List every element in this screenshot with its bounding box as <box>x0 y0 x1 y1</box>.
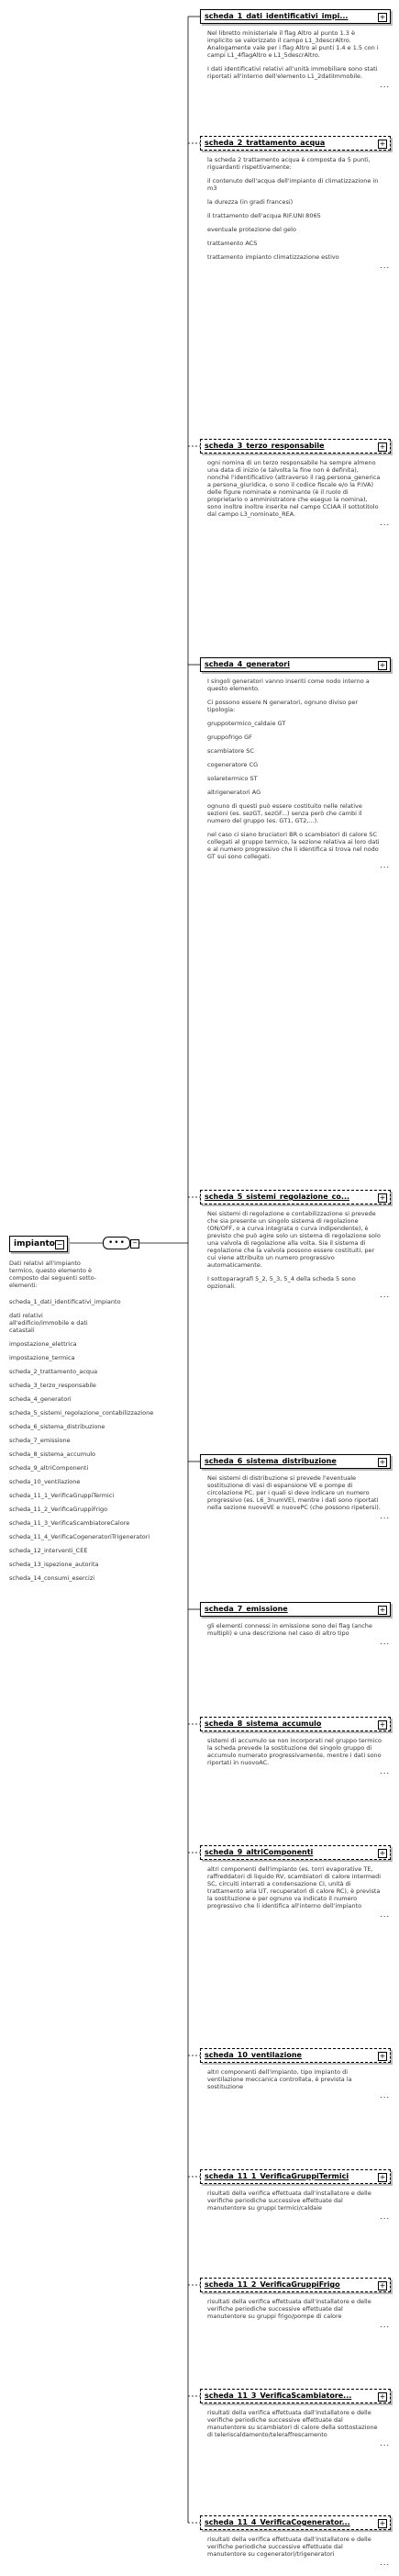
root-annotation-item: scheda_4_generatori <box>9 1395 72 1403</box>
element-s11_3[interactable] <box>200 2389 391 2403</box>
annotation-text: ognuno di questi può essere costituito nelle relative sezioni (es. sezGT, sezGF...) senza però che cambi il numero del gruppo (es. GT1, GT2,...). <box>207 802 362 824</box>
root-annotation-item: scheda_14_consumi_esercizi <box>9 1574 95 1582</box>
root-annotation-item: scheda_7_emissione <box>9 1437 71 1444</box>
root-element-impianto[interactable] <box>9 1236 68 1252</box>
expand-icon[interactable]: + <box>379 1458 386 1466</box>
root-element-label: impianto <box>14 1239 55 1249</box>
root-annotation-item: scheda_10_ventilazione <box>9 1478 81 1485</box>
annotation-text: risultati della verifica effettuata dall'installatore e delle verifiche periodiche successive effettuate dal manutentore su scambiatori di calore della sottostazione di teleriscaldamento/teleraffrescamento <box>207 2409 378 2438</box>
element-s8[interactable] <box>200 1717 391 1731</box>
element-s11_4[interactable] <box>200 2515 391 2530</box>
annotation-text: scambiatore SC <box>207 747 254 755</box>
root-annotation-item: scheda_6_sistema_distribuzione <box>9 1423 105 1430</box>
annotation-ellipsis: ... <box>380 519 390 527</box>
element-name: scheda_6_sistema_distribuzione <box>205 1457 337 1465</box>
element-s1[interactable] <box>200 9 391 24</box>
annotation-text: risultati della verifica effettuata dall'installatore e delle verifiche periodiche successive effettuate dal manutentore su cogeneratori/trigeneratori <box>207 2536 371 2558</box>
root-annotation-item: scheda_2_trattamento_acqua <box>9 1368 98 1375</box>
element-name: scheda_7_emissione <box>205 1605 288 1613</box>
element-name: scheda_11_2_VerificaGruppiFrigo <box>205 2280 340 2289</box>
expand-icon[interactable]: + <box>379 2281 386 2290</box>
element-annotation <box>207 1210 382 1296</box>
root-annotation-item: impostazione_termica <box>9 1354 75 1361</box>
root-annotation-item: impostazione_elettrica <box>9 1340 77 1348</box>
expand-icon[interactable]: + <box>379 442 386 451</box>
collapse-icon[interactable]: − <box>130 1239 139 1249</box>
expand-icon[interactable]: + <box>379 1849 386 1857</box>
element-name: scheda_1_dati_identificativi_impi... <box>205 12 349 20</box>
annotation-text: gli elementi connessi in emissione sono dei flag (anche multipli) e una descrizione nel caso di altro tipo <box>207 1622 372 1637</box>
expand-icon[interactable]: + <box>379 1606 386 1614</box>
expand-icon[interactable]: + <box>379 2173 386 2181</box>
element-s3[interactable] <box>200 439 391 454</box>
annotation-text: nel caso ci siano bruciatori BR o scambiatori di calore SC collegati al gruppo termico, la sezione relativa ai loro dati e al numero progressivo che li identifica si trova nel nodo GT sui sono collegati. <box>207 831 380 860</box>
element-s11_1[interactable] <box>200 2169 391 2184</box>
annotation-text: I dati identificativi relativi all'unità immobiliare sono stati riportati all'interno dell'elemento L1_2datiImmobile. <box>207 65 378 80</box>
annotation-text: trattamento ACS <box>207 240 258 247</box>
element-annotation <box>207 1865 382 1916</box>
root-annotation-item: scheda_11_4_VerificaCogeneratoriTrigeneratori <box>9 1533 150 1540</box>
annotation-text: Nei sistemi di regolazione e contabilizzazione si prevede che sia presente un singolo sistema di regolazione (ON/OFF, o a curva integrata o curva indipendente), è previsto che può agire solo un sistema di regolazione solo una valvola di regolazione alla volta. Sia il sistema di regolazione che la valvola possono essere costituiti, per cui viene attribuito un numero progressivo automaticamente. <box>207 1210 381 1269</box>
annotation-text: risultati della verifica effettuata dall'installatore e delle verifiche periodiche successive effettuate dal manutentore su gruppi termici/caldaie <box>207 2190 371 2212</box>
annotation-text: eventuale protezione del gelo <box>207 226 296 233</box>
expand-icon[interactable]: + <box>379 1720 386 1729</box>
element-annotation <box>207 1737 382 1773</box>
root-annotation-item: scheda_11_1_VerificaGruppiTermici <box>9 1492 115 1499</box>
element-annotation <box>207 2190 382 2218</box>
expand-icon[interactable]: + <box>379 2392 386 2401</box>
element-annotation <box>207 459 382 524</box>
expand-icon[interactable]: + <box>379 140 386 148</box>
root-annotation-item: scheda_8_sistema_accumulo <box>9 1450 95 1458</box>
root-annotation <box>9 1260 154 1588</box>
element-name: scheda_11_4_VerificaCogenerator... <box>205 2518 350 2526</box>
root-annotation-intro: Dati relativi all'impianto termico, questo elemento è composto dai seguenti sotto-elementi: <box>9 1260 97 1289</box>
element-name: scheda_5_sistemi_regolazione_co... <box>205 1193 350 1201</box>
root-annotation-item: dati relativi all'edificio/immobile e dati catastali <box>9 1312 88 1334</box>
element-annotation <box>207 2068 382 2097</box>
annotation-ellipsis: ... <box>380 861 390 869</box>
element-annotation <box>207 678 382 867</box>
annotation-ellipsis: ... <box>380 262 390 270</box>
annotation-text: ogni nomina di un terzo responsabile ha sempre almeno una data di inizio (e talvolta la fine non è definita), nonché l'identificativo (attraverso il rag.persona_generica a persona_giuridica, o sono il codice fiscale e/o la P.IVA) delle figure nominate e nominante (è il ruolo di proprietario o amministratore che eseguo la nomina), sono inoltre inoltre inserite nel campo CCIAA il sottotitolo dal campo L3_nominato_REA. <box>207 459 381 518</box>
annotation-text: il contenuto dell'acqua dell'impianto di climatizzazione in m3 <box>207 177 379 192</box>
element-s4[interactable] <box>200 657 391 672</box>
element-name: scheda_4_generatori <box>205 660 290 668</box>
element-name: scheda_11_3_VerificaScambiatore... <box>205 2391 352 2400</box>
annotation-text: risultati della verifica effettuata dall'installatore e delle verifiche periodiche successive effettuate dal manutentore su gruppi frigo/pompe di calore <box>207 2298 371 2320</box>
element-name: scheda_2_trattamento_acqua <box>205 139 326 147</box>
annotation-ellipsis: ... <box>380 2559 390 2567</box>
annotation-ellipsis: ... <box>380 2212 390 2221</box>
annotation-ellipsis: ... <box>380 1767 390 1775</box>
element-s2[interactable] <box>200 136 391 151</box>
annotation-text: gruppotermico_caldaie GT <box>207 720 286 727</box>
element-name: scheda_10_ventilazione <box>205 2051 302 2059</box>
annotation-text: cogeneratore CG <box>207 761 259 768</box>
expand-icon[interactable]: + <box>379 2052 386 2060</box>
element-annotation <box>207 29 382 86</box>
expand-icon[interactable]: + <box>379 2519 386 2527</box>
root-annotation-item: scheda_1_dati_identificativi_impianto <box>9 1298 121 1305</box>
expand-icon[interactable]: + <box>379 661 386 669</box>
annotation-text: altri componenti dell'impianto (es. torri evaporative TE, raffreddatori di liquido RV, scambiatori di calore intermedi SC, circuiti interrati a condensazione CI, unità di trattamento aria UT, recuperatori di calore RC), è prevista la sostituzione e per ognuno va indicato il numero progressivo che li identifica all'interno dell'impianto <box>207 1865 382 1910</box>
annotation-text: gruppofrigo GF <box>207 734 252 741</box>
root-annotation-item: scheda_13_ispezione_autorita <box>9 1561 99 1568</box>
element-annotation <box>207 2536 382 2564</box>
element-s6[interactable] <box>200 1454 391 1469</box>
annotation-ellipsis: ... <box>380 81 390 89</box>
expand-icon[interactable]: − <box>56 1240 63 1249</box>
annotation-text: il trattamento dell'acqua RIF.UNI 8065 <box>207 212 321 219</box>
annotation-ellipsis: ... <box>380 2321 390 2329</box>
element-s5[interactable] <box>200 1190 391 1204</box>
element-s11_2[interactable] <box>200 2278 391 2292</box>
root-annotation-item: scheda_11_2_VerificaGruppiFrigo <box>9 1506 108 1513</box>
annotation-ellipsis: ... <box>380 1910 390 1919</box>
annotation-text: solaretermico ST <box>207 775 258 782</box>
root-annotation-item: scheda_3_terzo_responsabile <box>9 1382 96 1389</box>
annotation-text: Nel libretto ministeriale il flag Altro al punto 1.3 è implicito se valorizzato il campo L1_3descrAltro. Analogamente vale per i flag Altro ai punti 1.4 e 1.5 con i campi L1_4flagAltro e L1_5descrAltro. <box>207 29 379 59</box>
annotation-ellipsis: ... <box>380 2091 390 2100</box>
annotation-text: I sottoparagrafi 5_2, 5_3, 5_4 della scheda 5 sono opzionali. <box>207 1275 356 1290</box>
element-annotation <box>207 156 382 267</box>
annotation-text: Ci possono essere N generatori, ognuno diviso per tipologia: <box>207 699 359 713</box>
element-annotation <box>207 1474 382 1518</box>
annotation-ellipsis: ... <box>380 1638 390 1646</box>
element-s10[interactable] <box>200 2048 391 2063</box>
annotation-ellipsis: ... <box>380 1512 390 1520</box>
expand-icon[interactable]: + <box>379 13 386 21</box>
root-annotation-item: scheda_12_interventi_CEE <box>9 1547 88 1554</box>
annotation-text: Nei sistemi di distribuzione si prevede l'eventuale sostituzione di vasi di espansione VE e pompe di circolazione PC, per i quali si deve indicare un numero progressivo (es. L6_3numVE), mentre i dati sono riportati nella sezione nuoveVE e nuovePC (che possono ripetersi). <box>207 1474 381 1511</box>
element-name: scheda_8_sistema_accumulo <box>205 1719 322 1728</box>
annotation-text: trattamento impianto climatizzazione estivo <box>207 253 339 261</box>
element-name: scheda_11_1_VerificaGruppiTermici <box>205 2172 349 2180</box>
element-name: scheda_9_altriComponenti <box>205 1848 314 1856</box>
element-s9[interactable] <box>200 1845 391 1860</box>
root-annotation-item: scheda_9_altriComponenti <box>9 1464 89 1472</box>
annotation-text: sistemi di accumulo se non incorporati nel gruppo termico la scheda prevede la sostituzione del singolo gruppo di accumulo numerato progressivamente, mentre i dati sono riportati in nuovoAC. <box>207 1737 382 1766</box>
element-s7[interactable] <box>200 1602 391 1617</box>
annotation-text: altrigeneratori AG <box>207 789 261 796</box>
expand-icon[interactable]: + <box>379 1193 386 1202</box>
element-annotation <box>207 2298 382 2326</box>
root-annotation-item: scheda_11_3_VerificaScambiatoreCalore <box>9 1519 130 1527</box>
annotation-text: I singoli generatori vanno inseriti come nodo interno a questo elemento. <box>207 678 370 692</box>
root-annotation-item: scheda_5_sistemi_regolazione_contabilizzazione <box>9 1409 154 1417</box>
sequence-compositor[interactable] <box>103 1237 130 1249</box>
sequence-icon: ••• <box>108 1238 126 1248</box>
annotation-ellipsis: ... <box>380 2439 390 2447</box>
annotation-text: altri componenti dell'impianto, tipo impianto di ventilazione meccanica controllata, è prevista la sostituzione <box>207 2068 352 2090</box>
element-annotation <box>207 2409 382 2445</box>
element-annotation <box>207 1622 382 1643</box>
annotation-text: la durezza (in gradi francesi) <box>207 198 294 206</box>
element-name: scheda_3_terzo_responsabile <box>205 442 325 450</box>
annotation-ellipsis: ... <box>380 1291 390 1299</box>
annotation-text: la scheda 2 trattamento acqua è composta da 5 punti, riguardanti rispettivamente: <box>207 156 371 171</box>
